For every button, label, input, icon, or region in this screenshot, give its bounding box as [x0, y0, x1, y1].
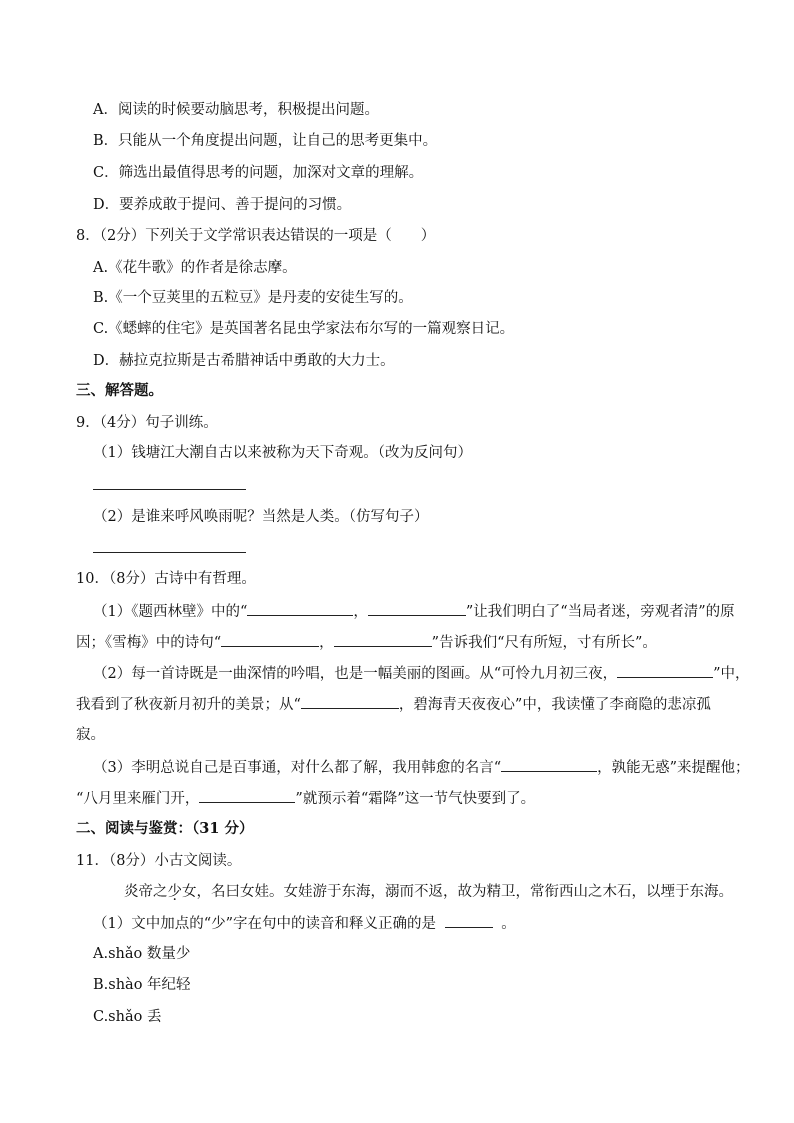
- q10-line-3: [93, 663, 750, 684]
- q11-passage-text: 女，名曰女娃。女娃游于东海，溺而不返，故为精卫，常衔西山之木石，以堙于东海。: [182, 884, 733, 900]
- q7-option-d: D．要养成敢于提问、善于提问的习惯。: [93, 197, 352, 213]
- q8-option-d: D．赫拉克拉斯是古希腊神话中勇敢的大力士。: [93, 353, 395, 369]
- q10-blank-2[interactable]: [368, 601, 466, 616]
- q10-line-4: [76, 694, 711, 715]
- q11-sub1: [93, 913, 516, 934]
- q11-option-a: A.shǎo 数量少: [93, 946, 191, 962]
- q9-sub1: （1）钱塘江大潮自古以来被称为天下奇观。（改为反问句）: [93, 445, 472, 461]
- q10-blank-5[interactable]: [617, 663, 713, 678]
- q11-answer-blank[interactable]: [445, 913, 493, 928]
- q10-text: ，碧海青天夜夜心”中，我读懂了李商隐的悲凉孤: [398, 697, 711, 713]
- section-heading-3: 三、解答题。: [76, 382, 163, 399]
- q10-text: ，: [353, 604, 368, 620]
- q8-option-c: C.《蟋蟀的住宅》是英国著名昆虫学家法布尔写的一篇观察日记。: [93, 321, 515, 337]
- q10-line-1: [93, 601, 735, 622]
- q11-stem: 11．（8分）小古文阅读。: [76, 853, 242, 869]
- q10-blank-6[interactable]: [301, 694, 399, 709]
- q8-stem: 8．（2分）下列关于文学常识表达错误的一项是（ ）: [76, 228, 436, 244]
- q10-text: ，: [319, 635, 334, 651]
- q9-stem: 9．（4分）句子训练。: [76, 415, 218, 431]
- q10-text: （3）李明总说自己是百事通，对什么都了解，我用韩愈的名言“: [93, 760, 502, 776]
- q7-option-c: C．筛选出最值得思考的问题，加深对文章的理解。: [93, 165, 424, 181]
- q10-blank-3[interactable]: [221, 632, 319, 647]
- q10-blank-1[interactable]: [247, 601, 353, 616]
- q9-answer-line-2[interactable]: [93, 552, 246, 553]
- q7-option-a: A．阅读的时候要动脑思考，积极提出问题。: [93, 102, 379, 118]
- q10-text: “八月里来雁门开，: [76, 791, 200, 807]
- q9-sub2: （2）是谁来呼风唤雨呢？当然是人类。（仿写句子）: [93, 509, 429, 525]
- q10-text: ”告诉我们“尺有所短，寸有所长”。: [431, 635, 657, 651]
- q11-passage-text: 炎帝之: [124, 884, 168, 900]
- q10-text: （1）《题西林壁》中的“: [93, 604, 248, 620]
- q10-blank-8[interactable]: [199, 788, 295, 803]
- q9-answer-line-1[interactable]: [93, 489, 246, 490]
- q10-line-6: [93, 757, 750, 778]
- q8-option-a: A.《花牛歌》的作者是徐志摩。: [93, 260, 297, 276]
- q10-line-7: [76, 788, 535, 809]
- q7-option-b: B．只能从一个角度提出问题，让自己的思考更集中。: [93, 133, 438, 149]
- q10-stem: 10．（8分）古诗中有哲理。: [76, 571, 256, 587]
- q11-sub1-text: （1）文中加点的“少”字在句中的读音和释义正确的是: [93, 916, 437, 932]
- q10-text: ”就预示着“霜降”这一节气快要到了。: [295, 791, 536, 807]
- q11-dotted-char: 少: [167, 884, 182, 900]
- q11-option-b: B.shào 年纪轻: [93, 977, 191, 993]
- q10-text: 因；《雪梅》中的诗句“: [76, 635, 222, 651]
- q10-text: 我看到了秋夜新月初升的美景；从“: [76, 697, 301, 713]
- q10-text: ，孰能无惑”来提醒他；: [597, 760, 750, 776]
- q11-sub1-text: 。: [501, 916, 516, 932]
- q11-passage: [124, 882, 733, 902]
- q10-text: ”中，: [713, 666, 750, 682]
- q10-blank-7[interactable]: [501, 757, 597, 772]
- q11-option-c: C.shǎo 丢: [93, 1009, 162, 1025]
- q10-text: ”让我们明白了“当局者迷，旁观者清”的原: [465, 604, 735, 620]
- q10-text: （2）每一首诗既是一曲深情的吟唱，也是一幅美丽的图画。从“可怜九月初三夜，: [93, 666, 618, 682]
- section-heading-2: 二、阅读与鉴赏：（31 分）: [76, 820, 254, 837]
- q10-blank-4[interactable]: [334, 632, 432, 647]
- q8-option-b: B.《一个豆荚里的五粒豆》是丹麦的安徒生写的。: [93, 290, 413, 306]
- q10-line-5: 寂。: [76, 727, 105, 743]
- q10-line-2: [76, 632, 657, 653]
